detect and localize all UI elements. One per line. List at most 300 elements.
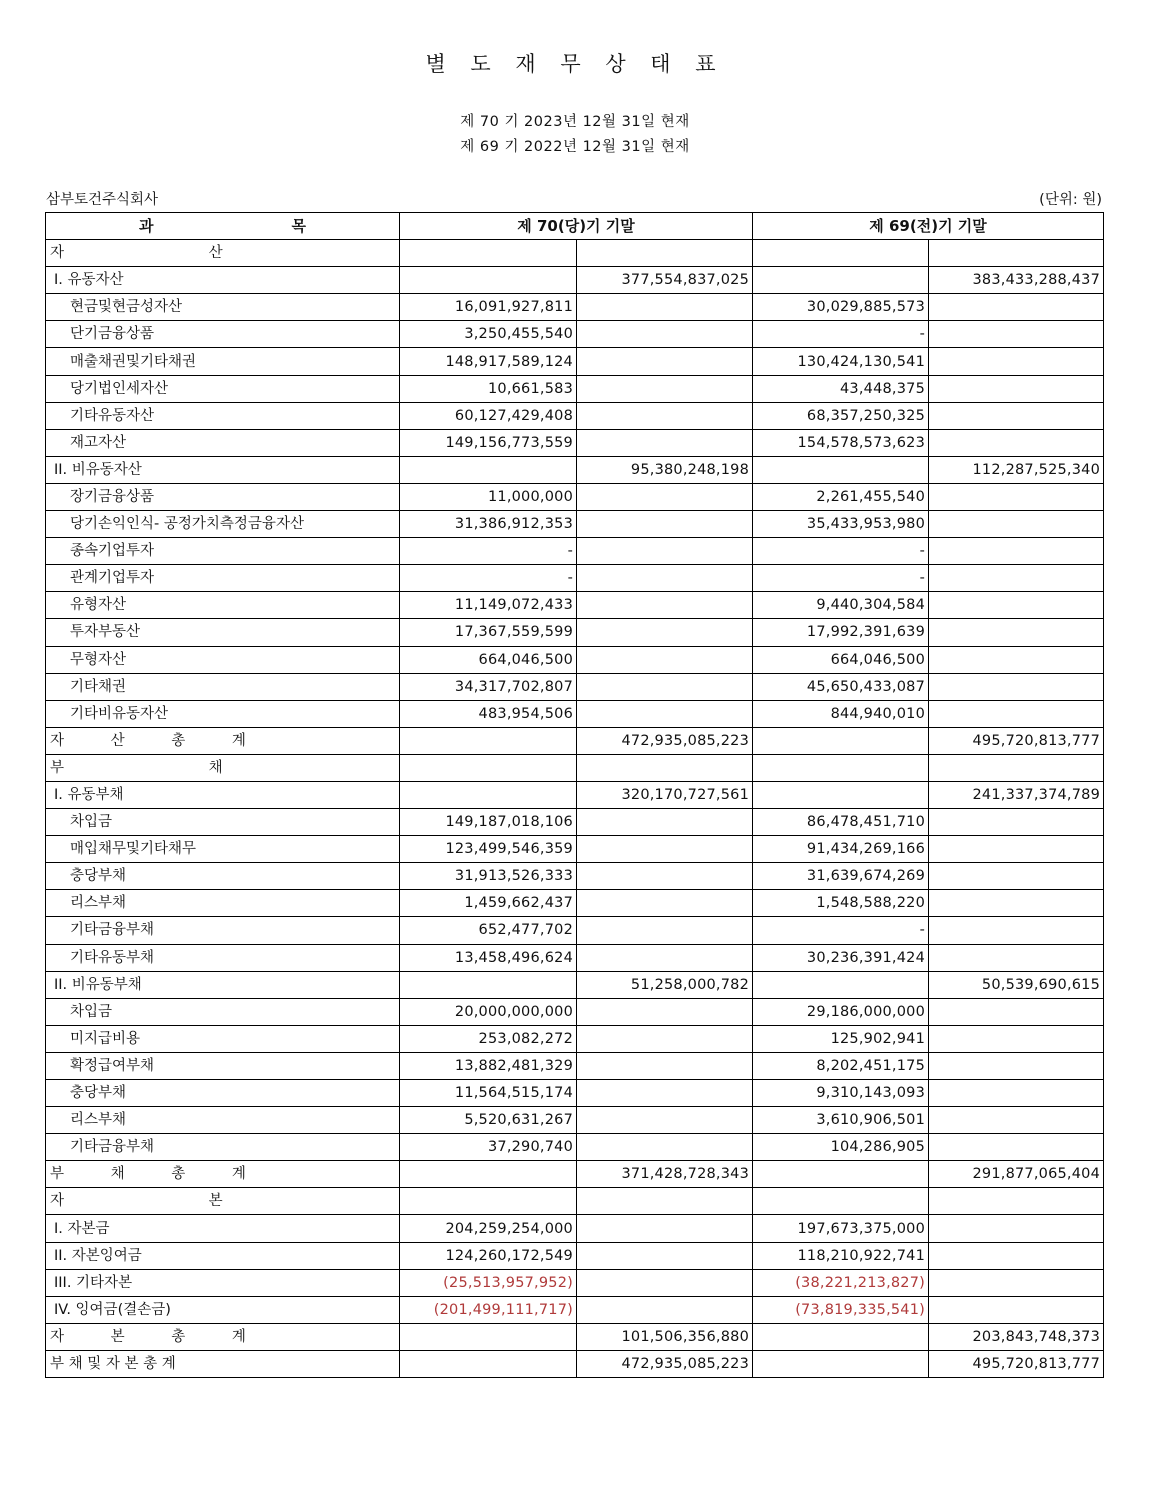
cell-c1: 253,082,272 [400, 1025, 577, 1052]
cell-p1: 30,029,885,573 [753, 294, 929, 321]
table-row [46, 267, 1104, 294]
cell-p1: 844,940,010 [753, 700, 929, 727]
row-label [46, 1080, 400, 1107]
cell-p1: 29,186,000,000 [753, 998, 929, 1025]
row-label-text: 매출채권및기타채권 [70, 353, 197, 370]
row-label [46, 944, 400, 971]
cell-c2 [577, 321, 753, 348]
row-label [46, 754, 400, 781]
row-label-text: 매입채무및기타채무 [70, 841, 197, 858]
row-label [46, 483, 400, 510]
row-label-text: 장기금융상품 [70, 488, 155, 505]
cell-p1: 68,357,250,325 [753, 402, 929, 429]
cell-p1: 154,578,573,623 [753, 429, 929, 456]
cell-c2: 101,506,356,880 [577, 1323, 753, 1350]
cell-p1 [753, 727, 929, 754]
header-prior-period: 제 69(전)기 기말 [753, 213, 1104, 240]
cell-p2 [929, 917, 1104, 944]
cell-c2 [577, 483, 753, 510]
cell-p1: (38,221,213,827) [753, 1269, 929, 1296]
cell-p2: 495,720,813,777 [929, 1350, 1104, 1377]
row-label [46, 836, 400, 863]
cell-c1: 60,127,429,408 [400, 402, 577, 429]
table-row [46, 944, 1104, 971]
cell-p1: 118,210,922,741 [753, 1242, 929, 1269]
cell-c1 [400, 754, 577, 781]
row-label [46, 890, 400, 917]
row-label [46, 456, 400, 483]
cell-c1 [400, 456, 577, 483]
balance-sheet-body [46, 240, 1104, 1378]
row-label-text: 자 산 총 계 [50, 732, 246, 749]
row-label-text: 유형자산 [70, 597, 127, 614]
row-label-text: 기타금융부채 [70, 1139, 155, 1156]
cell-p2 [929, 809, 1104, 836]
cell-p2 [929, 348, 1104, 375]
row-label-text: 투자부동산 [70, 624, 141, 641]
row-label [46, 1052, 400, 1079]
table-row [46, 673, 1104, 700]
cell-c2 [577, 1134, 753, 1161]
cell-p2 [929, 240, 1104, 267]
row-label-text: 리스부채 [70, 895, 127, 912]
row-label [46, 348, 400, 375]
table-row [46, 429, 1104, 456]
cell-p1: - [753, 538, 929, 565]
cell-p1: - [753, 917, 929, 944]
table-row [46, 781, 1104, 808]
table-row [46, 538, 1104, 565]
cell-c2 [577, 646, 753, 673]
cell-c1 [400, 267, 577, 294]
cell-c1: 20,000,000,000 [400, 998, 577, 1025]
cell-p1: 8,202,451,175 [753, 1052, 929, 1079]
period-current: 제 70 기 2023년 12월 31일 현재 [460, 114, 690, 130]
table-row [46, 321, 1104, 348]
cell-p1 [753, 456, 929, 483]
cell-c2 [577, 375, 753, 402]
cell-p1: 125,902,941 [753, 1025, 929, 1052]
cell-p1: 9,310,143,093 [753, 1080, 929, 1107]
row-label [46, 1215, 400, 1242]
row-label [46, 294, 400, 321]
table-row [46, 1269, 1104, 1296]
table-row [46, 619, 1104, 646]
cell-p2: 50,539,690,615 [929, 971, 1104, 998]
row-label [46, 1350, 400, 1377]
table-row [46, 727, 1104, 754]
cell-p1 [753, 754, 929, 781]
row-label [46, 1323, 400, 1350]
cell-c2: 51,258,000,782 [577, 971, 753, 998]
table-row [46, 1188, 1104, 1215]
cell-c1: 31,913,526,333 [400, 863, 577, 890]
row-label [46, 971, 400, 998]
cell-c2 [577, 619, 753, 646]
row-label [46, 1242, 400, 1269]
row-label-text: I. 자본금 [54, 1220, 110, 1237]
row-label [46, 321, 400, 348]
cell-p1: 1,548,588,220 [753, 890, 929, 917]
cell-p1: 91,434,269,166 [753, 836, 929, 863]
row-label-text: 기타채권 [70, 678, 127, 695]
row-label-text: II. 비유동부채 [54, 976, 142, 993]
table-row [46, 483, 1104, 510]
row-label [46, 402, 400, 429]
cell-c1: 11,000,000 [400, 483, 577, 510]
cell-p2 [929, 321, 1104, 348]
table-row [46, 890, 1104, 917]
cell-c1: 11,149,072,433 [400, 592, 577, 619]
cell-c1: 34,317,702,807 [400, 673, 577, 700]
cell-p1: 664,046,500 [753, 646, 929, 673]
cell-p1: 35,433,953,980 [753, 511, 929, 538]
cell-c2 [577, 917, 753, 944]
cell-c2 [577, 348, 753, 375]
cell-c2 [577, 402, 753, 429]
cell-p1 [753, 240, 929, 267]
cell-p2 [929, 429, 1104, 456]
cell-c2 [577, 1269, 753, 1296]
cell-c2 [577, 1215, 753, 1242]
row-label-text: 차입금 [70, 814, 113, 831]
cell-c2 [577, 511, 753, 538]
cell-c1 [400, 971, 577, 998]
cell-p2 [929, 1215, 1104, 1242]
cell-c1: 16,091,927,811 [400, 294, 577, 321]
row-label [46, 240, 400, 267]
cell-c1 [400, 781, 577, 808]
cell-c2: 472,935,085,223 [577, 727, 753, 754]
cell-c2 [577, 240, 753, 267]
cell-c2 [577, 429, 753, 456]
row-label-text: 관계기업투자 [70, 570, 155, 587]
cell-p1 [753, 1323, 929, 1350]
row-label [46, 863, 400, 890]
row-label-text: I. 유동자산 [54, 272, 124, 289]
row-label-text: 자 본 총 계 [50, 1328, 246, 1345]
cell-p1: 45,650,433,087 [753, 673, 929, 700]
cell-c2 [577, 294, 753, 321]
row-label-text: 리스부채 [70, 1112, 127, 1129]
table-row [46, 1080, 1104, 1107]
row-label [46, 538, 400, 565]
cell-c1: (25,513,957,952) [400, 1269, 577, 1296]
cell-c1: 483,954,506 [400, 700, 577, 727]
cell-p2 [929, 592, 1104, 619]
row-label [46, 1134, 400, 1161]
cell-p1 [753, 1188, 929, 1215]
cell-p2 [929, 1107, 1104, 1134]
cell-c1: 13,882,481,329 [400, 1052, 577, 1079]
cell-p2 [929, 700, 1104, 727]
cell-c2: 472,935,085,223 [577, 1350, 753, 1377]
cell-p1 [753, 1350, 929, 1377]
row-label [46, 1296, 400, 1323]
cell-c2 [577, 538, 753, 565]
table-row [46, 511, 1104, 538]
cell-p1 [753, 1161, 929, 1188]
table-row [46, 971, 1104, 998]
row-label-text: 단기금융상품 [70, 326, 155, 343]
row-label [46, 1188, 400, 1215]
row-label [46, 727, 400, 754]
row-label-text: 당기법인세자산 [70, 380, 169, 397]
cell-c2 [577, 863, 753, 890]
table-row [46, 1323, 1104, 1350]
table-row [46, 1350, 1104, 1377]
cell-c2 [577, 998, 753, 1025]
cell-p2 [929, 1052, 1104, 1079]
row-label-text: 종속기업투자 [70, 543, 155, 560]
table-row [46, 456, 1104, 483]
row-label [46, 809, 400, 836]
cell-c1: 123,499,546,359 [400, 836, 577, 863]
row-label [46, 781, 400, 808]
cell-c1: - [400, 538, 577, 565]
row-label [46, 429, 400, 456]
row-label-text: 기타금융부채 [70, 922, 155, 939]
cell-c1: 149,156,773,559 [400, 429, 577, 456]
cell-c2 [577, 1296, 753, 1323]
cell-p1: 3,610,906,501 [753, 1107, 929, 1134]
row-label-text: 부 채 [50, 759, 223, 776]
row-label-text: 부 채 총 계 [50, 1166, 246, 1183]
table-row [46, 1242, 1104, 1269]
row-label-text: 기타유동자산 [70, 407, 155, 424]
cell-c1: 11,564,515,174 [400, 1080, 577, 1107]
cell-c1: 13,458,496,624 [400, 944, 577, 971]
cell-c1: 10,661,583 [400, 375, 577, 402]
table-row [46, 565, 1104, 592]
row-label [46, 267, 400, 294]
cell-p2 [929, 646, 1104, 673]
cell-c1: 664,046,500 [400, 646, 577, 673]
cell-p2 [929, 1269, 1104, 1296]
cell-p2 [929, 673, 1104, 700]
row-label [46, 673, 400, 700]
row-label-text: 차입금 [70, 1003, 113, 1020]
cell-c2 [577, 1080, 753, 1107]
table-row [46, 240, 1104, 267]
row-label [46, 917, 400, 944]
cell-c1 [400, 1323, 577, 1350]
row-label-text: IV. 잉여금(결손금) [54, 1301, 171, 1318]
row-label [46, 700, 400, 727]
cell-p2 [929, 511, 1104, 538]
row-label-text: 확정급여부채 [70, 1057, 155, 1074]
row-label [46, 511, 400, 538]
row-label-text: 충당부채 [70, 868, 127, 885]
table-row [46, 863, 1104, 890]
cell-c1: 652,477,702 [400, 917, 577, 944]
cell-c2 [577, 1052, 753, 1079]
header-row [46, 213, 1104, 240]
row-label [46, 1161, 400, 1188]
cell-p2 [929, 863, 1104, 890]
table-row [46, 1052, 1104, 1079]
cell-p2 [929, 944, 1104, 971]
cell-p2 [929, 1134, 1104, 1161]
table-row [46, 402, 1104, 429]
cell-p1: (73,819,335,541) [753, 1296, 929, 1323]
header-subject-2: 목 [291, 217, 306, 236]
cell-c2 [577, 700, 753, 727]
cell-p1: 43,448,375 [753, 375, 929, 402]
table-row [46, 348, 1104, 375]
cell-p2 [929, 619, 1104, 646]
cell-p2 [929, 402, 1104, 429]
table-row [46, 1161, 1104, 1188]
cell-p1 [753, 267, 929, 294]
cell-c2 [577, 673, 753, 700]
cell-c2: 377,554,837,025 [577, 267, 753, 294]
cell-c1: 204,259,254,000 [400, 1215, 577, 1242]
cell-p2 [929, 1242, 1104, 1269]
cell-p1: 130,424,130,541 [753, 348, 929, 375]
cell-c2 [577, 1025, 753, 1052]
table-row [46, 592, 1104, 619]
table-row [46, 294, 1104, 321]
cell-p2: 495,720,813,777 [929, 727, 1104, 754]
cell-p1: 86,478,451,710 [753, 809, 929, 836]
cell-p2 [929, 998, 1104, 1025]
cell-c2 [577, 1188, 753, 1215]
header-subject [46, 213, 400, 240]
row-label [46, 592, 400, 619]
cell-p2 [929, 483, 1104, 510]
row-label [46, 565, 400, 592]
row-label-text: II. 비유동자산 [54, 461, 142, 478]
header-subject-1: 과 [139, 217, 154, 236]
cell-p2: 291,877,065,404 [929, 1161, 1104, 1188]
row-label-text: 기타유동부채 [70, 949, 155, 966]
cell-p2 [929, 294, 1104, 321]
unit-label: (단위: 원) [1039, 192, 1102, 208]
row-label [46, 619, 400, 646]
cell-p2 [929, 890, 1104, 917]
cell-p2: 112,287,525,340 [929, 456, 1104, 483]
table-row [46, 917, 1104, 944]
row-label-text: 충당부채 [70, 1085, 127, 1102]
cell-c1: 31,386,912,353 [400, 511, 577, 538]
row-label-text: 미지급비용 [70, 1030, 141, 1047]
cell-c2 [577, 1242, 753, 1269]
row-label-text: 기타비유동자산 [70, 705, 169, 722]
row-label-text: 당기손익인식- 공정가치측정금융자산 [70, 516, 304, 533]
row-label [46, 646, 400, 673]
cell-p2 [929, 1188, 1104, 1215]
cell-p1: 2,261,455,540 [753, 483, 929, 510]
cell-p1: - [753, 321, 929, 348]
cell-p1: 17,992,391,639 [753, 619, 929, 646]
cell-p2 [929, 375, 1104, 402]
row-label [46, 1269, 400, 1296]
cell-c1: - [400, 565, 577, 592]
table-row [46, 700, 1104, 727]
cell-c2 [577, 592, 753, 619]
cell-c2 [577, 565, 753, 592]
table-row [46, 1025, 1104, 1052]
row-label [46, 1025, 400, 1052]
table-row [46, 1107, 1104, 1134]
cell-c1 [400, 240, 577, 267]
cell-p2: 203,843,748,373 [929, 1323, 1104, 1350]
cell-p2 [929, 538, 1104, 565]
cell-p1: 31,639,674,269 [753, 863, 929, 890]
row-label-text: III. 기타자본 [54, 1274, 133, 1291]
cell-p2 [929, 836, 1104, 863]
balance-sheet-table [45, 212, 1104, 1378]
row-label-text: 재고자산 [70, 434, 127, 451]
table-row [46, 1134, 1104, 1161]
cell-p2 [929, 1080, 1104, 1107]
cell-c2 [577, 836, 753, 863]
row-label [46, 375, 400, 402]
cell-p1: 9,440,304,584 [753, 592, 929, 619]
cell-p2 [929, 1296, 1104, 1323]
row-label-text: I. 유동부채 [54, 787, 124, 804]
document-title: 별 도 재 무 상 태 표 [425, 52, 725, 76]
cell-c1: 17,367,559,599 [400, 619, 577, 646]
table-row [46, 1215, 1104, 1242]
cell-p2 [929, 1025, 1104, 1052]
table-row [46, 375, 1104, 402]
table-row [46, 754, 1104, 781]
cell-p2 [929, 754, 1104, 781]
cell-c1 [400, 1188, 577, 1215]
cell-c2: 320,170,727,561 [577, 781, 753, 808]
cell-c1 [400, 1350, 577, 1377]
cell-p1: - [753, 565, 929, 592]
cell-c1: 148,917,589,124 [400, 348, 577, 375]
table-row [46, 836, 1104, 863]
cell-c1: (201,499,111,717) [400, 1296, 577, 1323]
cell-p2: 383,433,288,437 [929, 267, 1104, 294]
cell-p2: 241,337,374,789 [929, 781, 1104, 808]
row-label-text: 부 채 및 자 본 총 계 [50, 1355, 176, 1372]
cell-p1: 104,286,905 [753, 1134, 929, 1161]
table-row [46, 646, 1104, 673]
cell-p1: 30,236,391,424 [753, 944, 929, 971]
cell-p1 [753, 971, 929, 998]
cell-c1: 1,459,662,437 [400, 890, 577, 917]
cell-c2 [577, 944, 753, 971]
cell-c1: 37,290,740 [400, 1134, 577, 1161]
cell-p1 [753, 781, 929, 808]
period-prior: 제 69 기 2022년 12월 31일 현재 [460, 139, 690, 155]
table-row [46, 1296, 1104, 1323]
row-label [46, 1107, 400, 1134]
cell-p2 [929, 565, 1104, 592]
cell-c2 [577, 890, 753, 917]
table-row [46, 998, 1104, 1025]
row-label-text: 무형자산 [70, 651, 127, 668]
row-label [46, 998, 400, 1025]
cell-c1: 124,260,172,549 [400, 1242, 577, 1269]
row-label-text: 자 본 [50, 1193, 223, 1210]
table-row [46, 809, 1104, 836]
cell-c1 [400, 1161, 577, 1188]
cell-c1 [400, 727, 577, 754]
cell-c1: 5,520,631,267 [400, 1107, 577, 1134]
row-label-text: II. 자본잉여금 [54, 1247, 142, 1264]
cell-c1: 149,187,018,106 [400, 809, 577, 836]
cell-c2: 95,380,248,198 [577, 456, 753, 483]
cell-c2 [577, 1107, 753, 1134]
cell-c2 [577, 754, 753, 781]
header-current-period: 제 70(당)기 기말 [400, 213, 753, 240]
